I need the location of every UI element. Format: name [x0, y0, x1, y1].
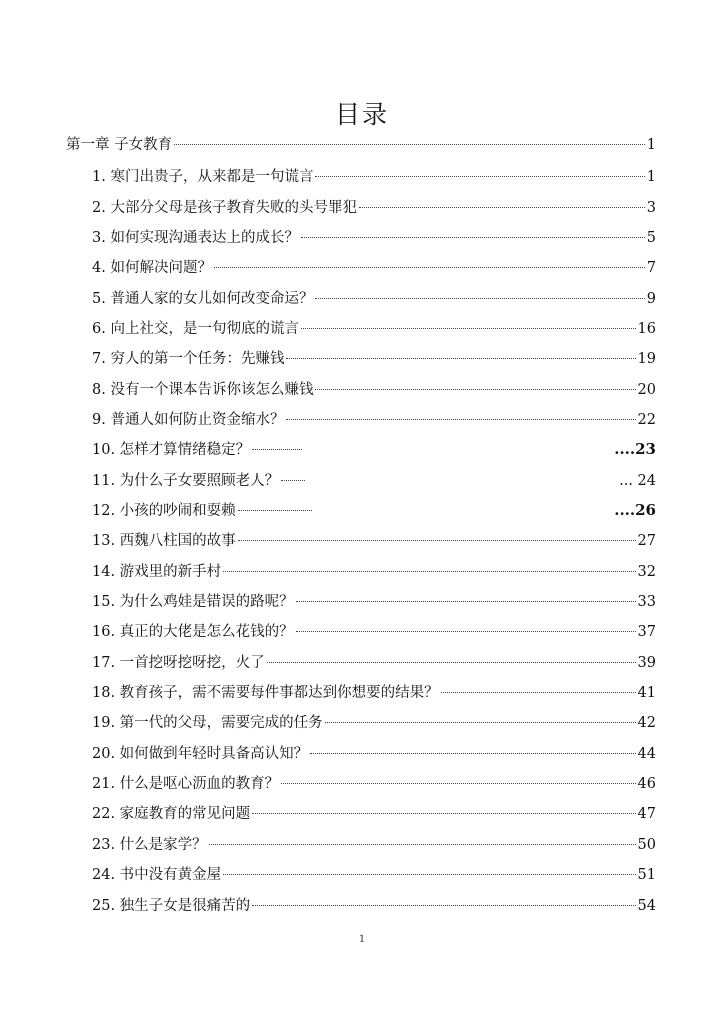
- toc-entry-page: 51: [637, 867, 656, 883]
- toc-entry[interactable]: [92, 317, 656, 341]
- dot-leader: [223, 571, 635, 572]
- toc-entry-page: 19: [637, 351, 656, 367]
- toc-entry-label: 20. 如何做到年轻时具备高认知？: [92, 746, 309, 762]
- toc-entry-label: 12. 小孩的吵闹和耍赖: [92, 503, 236, 519]
- toc-entry[interactable]: [92, 620, 656, 644]
- dot-leader: [174, 144, 645, 145]
- toc-entry[interactable]: [92, 802, 656, 826]
- dot-leader: [310, 753, 635, 754]
- toc-entry-label: 9. 普通人如何防止资金缩水？: [92, 412, 285, 428]
- toc-entry-label: 23. 什么是家学？: [92, 837, 207, 853]
- toc-title: 目录: [334, 100, 389, 129]
- toc-entry-page: ....23: [614, 440, 656, 458]
- toc-entry-label: 15. 为什么鸡娃是错误的路呢？: [92, 594, 294, 610]
- toc-entry[interactable]: [92, 469, 656, 493]
- dot-leader: [286, 419, 635, 420]
- toc-entry[interactable]: [92, 347, 656, 371]
- toc-entry-label: 25. 独生子女是很痛苦的: [92, 898, 251, 914]
- toc-entry-label: 13. 西魏八柱国的故事: [92, 533, 236, 549]
- dot-leader: [359, 207, 645, 208]
- toc-entry-page: 47: [637, 806, 656, 822]
- dot-leader: [286, 358, 635, 359]
- toc-entry-label: 22. 家庭教育的常见问题: [92, 806, 251, 822]
- toc-entry[interactable]: [92, 863, 656, 887]
- toc-entry-label: 1. 寒门出贵子，从来都是一句谎言: [92, 169, 314, 185]
- toc-entry[interactable]: [92, 681, 656, 705]
- toc-entry-label: 6. 向上社交，是一句彻底的谎言: [92, 321, 299, 337]
- dot-leader: [214, 267, 645, 268]
- dot-leader: [296, 631, 636, 632]
- toc-entry-label: 第一章 子女教育: [66, 137, 173, 153]
- dot-leader: [441, 692, 636, 693]
- dot-leader: [315, 389, 635, 390]
- toc-entry[interactable]: [92, 287, 656, 311]
- toc-entry-label: 3. 如何实现沟通表达上的成长？: [92, 230, 299, 246]
- toc-entry[interactable]: [92, 196, 656, 220]
- dot-leader: [238, 540, 636, 541]
- dot-leader: [315, 298, 644, 299]
- toc-entry[interactable]: [92, 742, 656, 766]
- toc-entry-label: 11. 为什么子女要照顾老人？: [92, 473, 280, 489]
- toc-entry-label: 10. 怎样才算情绪稳定？: [92, 442, 251, 458]
- toc-entry-page: 7: [646, 260, 656, 276]
- toc-entry-label: 16. 真正的大佬是怎么花钱的？: [92, 624, 294, 640]
- toc-entry[interactable]: [92, 833, 656, 857]
- toc-entry[interactable]: [92, 560, 656, 584]
- toc-entry-page: 16: [637, 321, 656, 337]
- toc-entry[interactable]: [92, 894, 656, 918]
- toc-entry-label: 7. 穷人的第一个任务：先赚钱: [92, 351, 285, 367]
- dot-leader: [267, 662, 636, 663]
- dot-leader: [301, 328, 636, 329]
- toc-entry[interactable]: [92, 772, 656, 796]
- toc-entry[interactable]: [92, 711, 656, 735]
- toc-entry[interactable]: [92, 590, 656, 614]
- toc-entry-page: 44: [637, 746, 656, 762]
- toc-entry-page: 37: [637, 624, 656, 640]
- toc-entry[interactable]: [92, 408, 656, 432]
- toc-entry-page: 41: [637, 685, 656, 701]
- dot-leader: [281, 783, 635, 784]
- toc-entry-label: 21. 什么是呕心沥血的教育？: [92, 776, 280, 792]
- page-number: 1: [358, 934, 366, 945]
- toc-entry-page: 3: [646, 200, 656, 216]
- dot-leader: [238, 510, 312, 511]
- toc-entry[interactable]: [92, 165, 656, 189]
- toc-entry-page: ... 24: [619, 473, 656, 489]
- toc-entry[interactable]: [92, 438, 656, 462]
- toc-entry[interactable]: [92, 499, 656, 523]
- toc-entry-page: 9: [646, 291, 656, 307]
- toc-entry-label: 24. 书中没有黄金屋: [92, 867, 222, 883]
- toc-entry-page: 54: [637, 898, 656, 914]
- toc-entry-label: 18. 教育孩子，需不需要每件事都达到你想要的结果？: [92, 685, 439, 701]
- dot-leader: [301, 237, 645, 238]
- dot-leader: [315, 176, 644, 177]
- toc-entry-label: 4. 如何解决问题？: [92, 260, 212, 276]
- dot-leader: [281, 480, 305, 481]
- dot-leader: [209, 844, 636, 845]
- dot-leader: [252, 813, 635, 814]
- toc-entry-label: 5. 普通人家的女儿如何改变命运？: [92, 291, 314, 307]
- dot-leader: [296, 601, 636, 602]
- toc-entry-page: 33: [637, 594, 656, 610]
- toc-entry-page: 1: [646, 137, 656, 153]
- toc-entry-page: 22: [637, 412, 656, 428]
- toc-entry-page: 46: [637, 776, 656, 792]
- dot-leader: [252, 449, 302, 450]
- toc-entry-label: 8. 没有一个课本告诉你该怎么赚钱: [92, 382, 314, 398]
- toc-entry[interactable]: [92, 651, 656, 675]
- toc-entry-page: ....26: [614, 501, 656, 519]
- toc-entry-label: 19. 第一代的父母，需要完成的任务: [92, 715, 323, 731]
- toc-entry-page: 32: [637, 564, 656, 580]
- dot-leader: [325, 722, 636, 723]
- toc-entry-label: 2. 大部分父母是孩子教育失败的头号罪犯: [92, 200, 357, 216]
- toc-entry[interactable]: [92, 378, 656, 402]
- toc-entry-label: 17. 一首挖呀挖呀挖，火了: [92, 655, 265, 671]
- dot-leader: [252, 905, 635, 906]
- toc-chapter-1[interactable]: [66, 133, 656, 157]
- toc-entry-page: 27: [637, 533, 656, 549]
- toc-entry-page: 20: [637, 382, 656, 398]
- toc-entry-page: 50: [637, 837, 656, 853]
- toc-entry-page: 5: [646, 230, 656, 246]
- toc-entry-page: 39: [637, 655, 656, 671]
- toc-entry-page: 42: [637, 715, 656, 731]
- toc-entry-label: 14. 游戏里的新手村: [92, 564, 222, 580]
- toc-entry-page: 1: [646, 169, 656, 185]
- toc-entry[interactable]: [92, 529, 656, 553]
- dot-leader: [223, 874, 635, 875]
- toc-entry[interactable]: [92, 226, 656, 250]
- toc-entry[interactable]: [92, 256, 656, 280]
